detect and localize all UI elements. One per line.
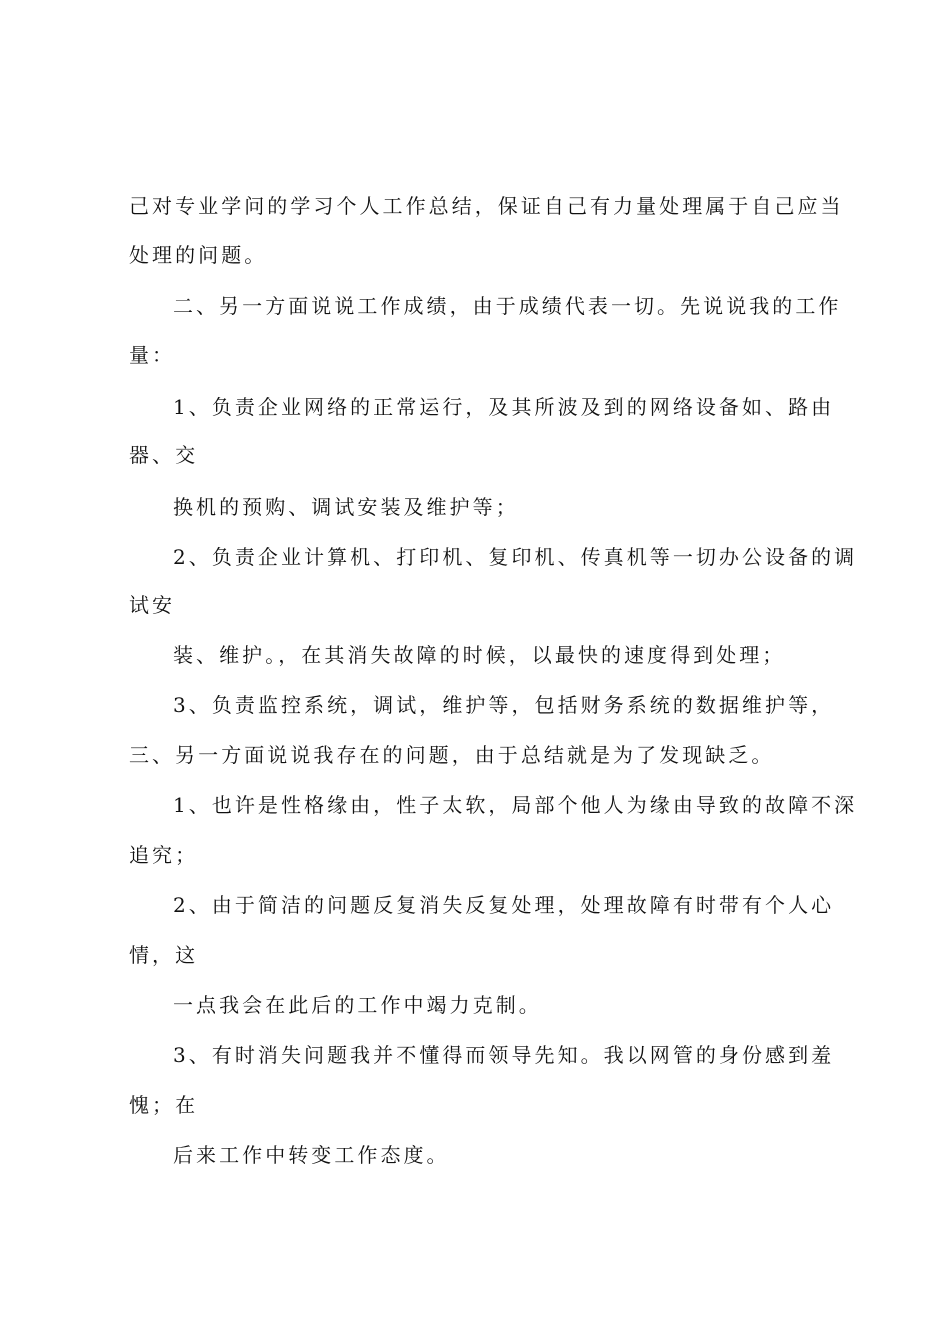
text-line: 量： (129, 343, 176, 367)
text-line: 追究； (129, 843, 199, 867)
text-line: 1、负责企业网络的正常运行，及其所波及到的网络设备如、路由 (173, 395, 835, 419)
text-line: 三、另一方面说说我存在的问题，由于总结就是为了发现缺乏。 (129, 743, 775, 767)
text-line: 情，这 (129, 943, 199, 967)
text-line: 3、负责监控系统，调试，维护等，包括财务系统的数据维护等， (173, 693, 835, 717)
text-line: 愧；在 (129, 1093, 199, 1117)
text-line: 2、由于简洁的问题反复消失反复处理，处理故障有时带有个人心 (173, 893, 835, 917)
text-line: 1、也许是性格缘由，性子太软，局部个他人为缘由导致的故障不深 (173, 793, 858, 817)
text-line: 后来工作中转变工作态度。 (173, 1143, 450, 1167)
text-line: 装、维护。，在其消失故障的时候，以最快的速度得到处理； (173, 643, 786, 667)
text-line: 器、交 (129, 443, 199, 467)
text-line: 3、有时消失问题我并不懂得而领导先知。我以网管的身份感到羞 (173, 1043, 835, 1067)
text-line: 己对专业学问的学习个人工作总结，保证自己有力量处理属于自己应当 (129, 194, 844, 218)
text-line: 试安 (129, 593, 176, 617)
text-line: 换机的预购、调试安装及维护等； (173, 495, 519, 519)
text-line: 处理的问题。 (129, 243, 268, 267)
text-line: 一点我会在此后的工作中竭力克制。 (173, 993, 542, 1017)
text-line: 2、负责企业计算机、打印机、复印机、传真机等一切办公设备的调 (173, 545, 858, 569)
text-line: 二、另一方面说说工作成绩，由于成绩代表一切。先说说我的工作 (173, 294, 842, 318)
